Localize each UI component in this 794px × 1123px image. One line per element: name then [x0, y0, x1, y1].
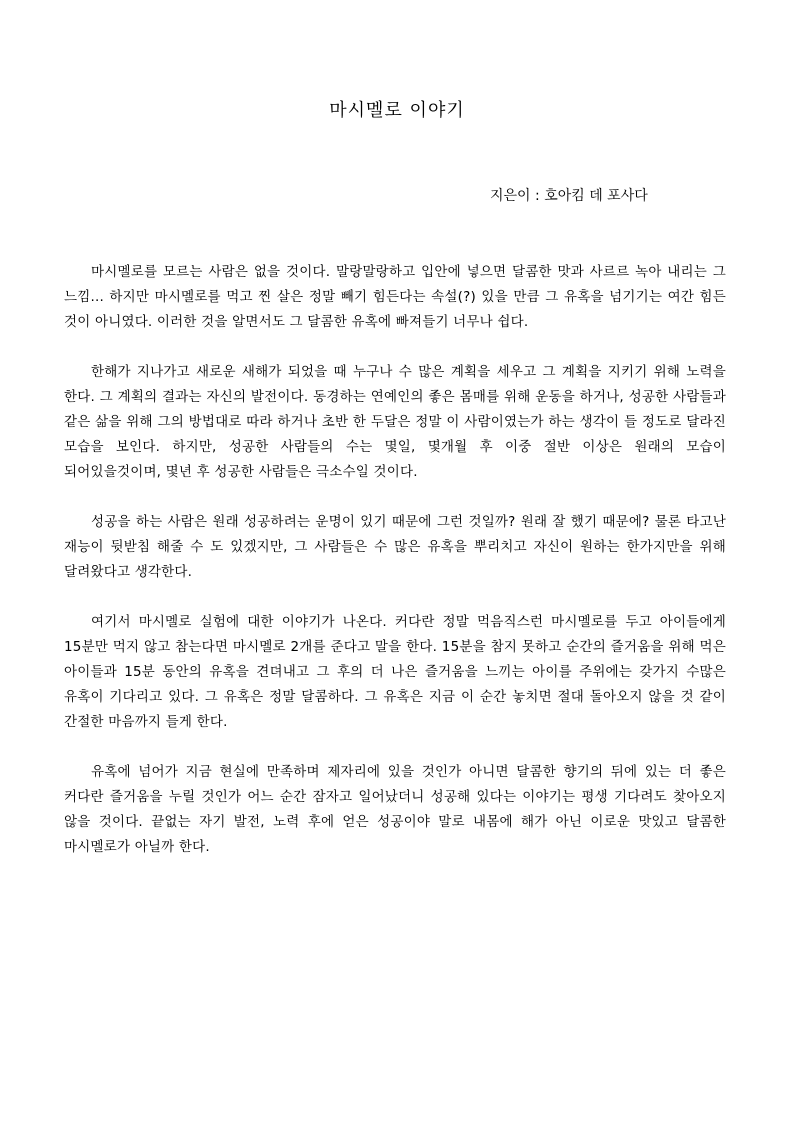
document-title: 마시멜로 이야기	[329, 100, 465, 121]
paragraph-1: 마시멜로를 모르는 사람은 없을 것이다. 말랑말랑하고 입안에 넣으면 달콤한 맛과 사르르 녹아 내리는 그 느낌... 하지만 마시멜로를 먹고 찐 살은 정말 빼기 힘든다는 속설(?) 있을 만큼 그 유혹을 넘기기는 여간 힘든 것이 아니였다. 이러한 것을 알면서도 그 달콤한 유혹에 빠져들기 너무나 쉽다.	[64, 264, 726, 330]
paragraph-5: 유혹에 넘어가 지금 현실에 만족하며 제자리에 있을 것인가 아니면 달콤한 향기의 뒤에 있는 더 좋은 커다란 즐거움을 누릴 것인가 어느 순간 잠자고 일어났더니 성공해 있다는 이야기는 평생 기다려도 찾아오지 않을 것이다. 끝없는 자기 발전, 노력 후에 얻은 성공이야 말로 내몸에 해가 아닌 이로운 맛있고 달콤한 마시멜로가 아닐까 한다.	[64, 764, 726, 855]
paragraph-3: 성공을 하는 사람은 원래 성공하려는 운명이 있기 때문에 그런 것일까? 원래 잘 했기 때문에? 물론 타고난 재능이 뒷받침 해줄 수 도 있겠지만, 그 사람들은 수 많은 유혹을 뿌리치고 자신이 원하는 한가지만을 위해 달려왔다고 생각한다.	[64, 514, 726, 580]
paragraph-4: 여기서 마시멜로 실험에 대한 이야기가 나온다. 커다란 정말 먹음직스런 마시멜로를 두고 아이들에게 15분만 먹지 않고 참는다면 마시멜로 2개를 준다고 말을 한다. 15분을 참지 못하고 순간의 즐거움을 위해 먹은 아이들과 15분 동안의 유혹을 견뎌내고 그 후의 더 나은 즐거움을 느끼는 아이를 주위에는 갖가지 수많은 유혹이 기다리고 있다. 그 유혹은 정말 달콤하다. 그 유혹은 지금 이 순간 놓치면 절대 돌아오지 않을 것 같이 간절한 마음까지 들게 한다.	[64, 614, 726, 730]
document-body	[64, 260, 726, 885]
paragraph-2: 한해가 지나가고 새로운 새해가 되었을 때 누구나 수 많은 계획을 세우고 그 계획을 지키기 위해 노력을 한다. 그 계획의 결과는 자신의 발전이다. 동경하는 연예인의 좋은 몸매를 위해 운동을 하거나, 성공한 사람들과 같은 삶을 위해 그의 방법대로 따라 하거나 초반 한 두달은 정말 이 사람이였는가 하는 생각이 들 정도로 달라진 모습을 보인다. 하지만, 성공한 사람들의 수는 몇일, 몇개월 후 이중 절반 이상은 원래의 모습이 되어있을것이며, 몇년 후 성공한 사람들은 극소수일 것이다.	[64, 364, 726, 480]
author-line: 지은이 : 호아킴 데 포사다	[490, 188, 648, 204]
